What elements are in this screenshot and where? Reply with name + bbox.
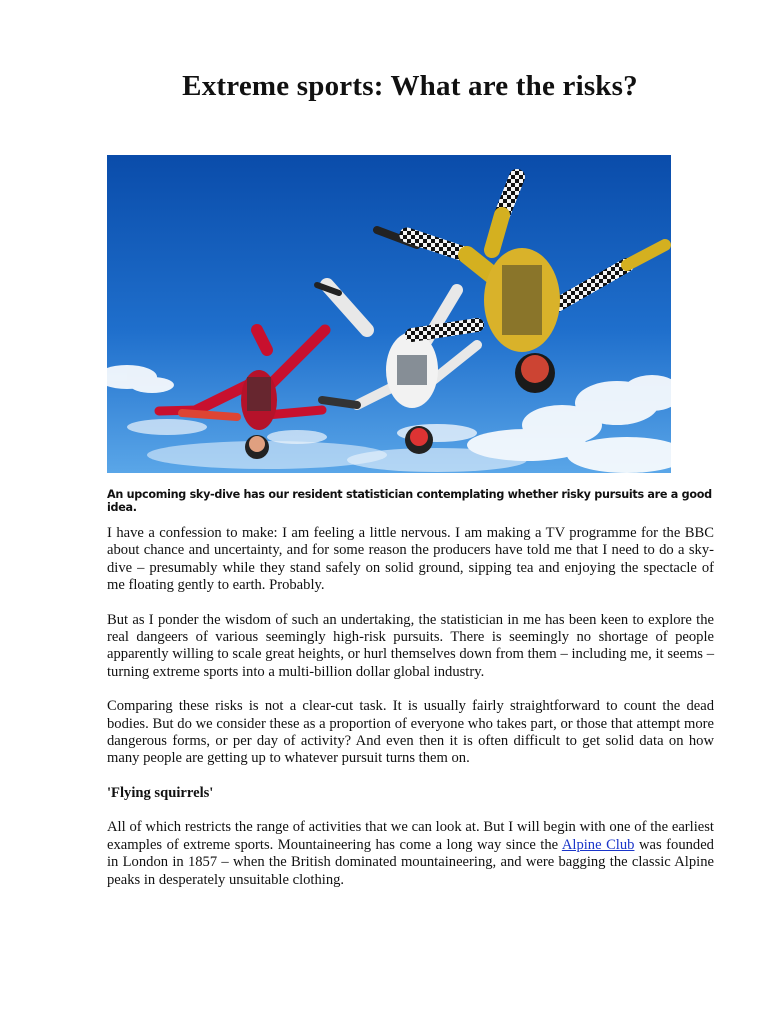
paragraph-3: Comparing these risks is not a clear-cut task. It is usually fairly straightforward to count the dead bodies. But do we consider these as a proportion of everyone who takes part, or those that attempt more dangerous forms, or per day of activity? And even then it is often difficult to get solid data on how many people are getting up to whatever pursuit turns them on. (107, 698, 714, 767)
subheading-flying-squirrels: 'Flying squirrels' (107, 784, 214, 801)
paragraph-4-intro: All of which restricts the range of activities that we can look at. But I will begin with one of the earliest examples of extreme sports. Mountaineering has come a long way since the (107, 819, 714, 853)
paragraph-2: But as I ponder the wisdom of such an undertaking, the statistician in me has been keen to explore the real dangeers of various seemingly high-risk pursuits. There is seemingly no shortage of people apparently willing to scale great heights, or hurl themselves down from them – including me, it seems – turning extreme sports into a multi-billion dollar global industry. (107, 611, 714, 680)
paragraph-4 (107, 819, 714, 889)
alpine-club-link[interactable]: Alpine Club (561, 836, 635, 853)
article-body (107, 525, 714, 906)
skydivers-photo (107, 155, 671, 473)
paragraph-1: I have a confession to make: I am feeling a little nervous. I am making a TV programme for the BBC about chance and uncertainty, and for some reason the producers have told me that I need to do a sky-dive – presumably while they stand safely on solid ground, sipping tea and enjoying the spectacle of me floating gently to earth. Probably. (107, 525, 714, 594)
photo-caption: An upcoming sky-dive has our resident statistician contemplating whether risky pursuits are a good idea. (107, 488, 712, 514)
article-title: Extreme sports: What are the risks? (182, 70, 638, 102)
paragraph-4-rest: was founded in London in 1857 – when the British dominated mountaineering, and were bagging the classic Alpine peaks in desperately unsuitable clothing. (107, 836, 714, 888)
